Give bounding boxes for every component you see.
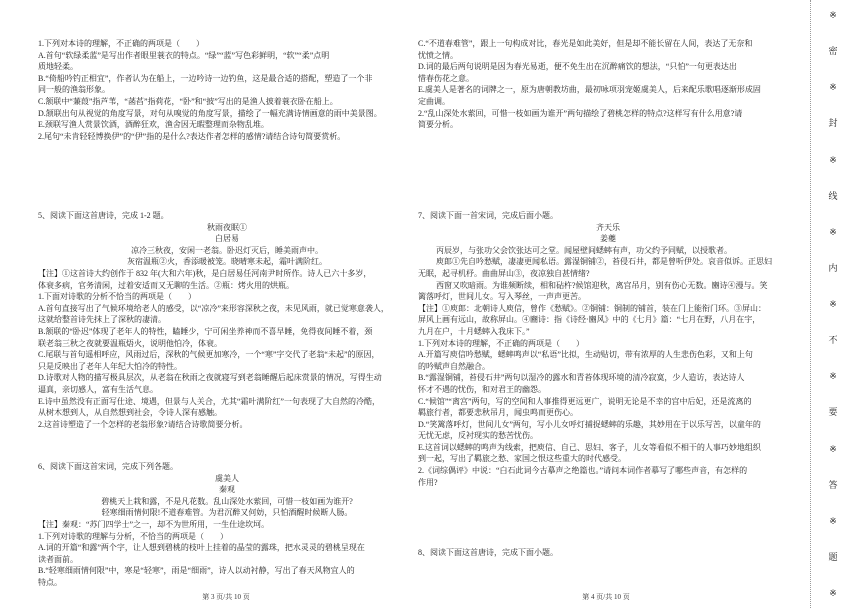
question-stem: 作用? [418, 477, 438, 487]
option-d-line: D.词的最后两句说明是因为春光易逝，便不免生出在沉醉痛饮的想法，“只怕”一句更表达出 [418, 62, 737, 72]
option-b-line: 怀才不遇的忧伤，和对君王的幽怨。 [418, 384, 546, 394]
option-c-line: C.尾联与首句遥相呼应，风雨过后，深秋的气候更加寒冷，一个“寒”字交代了老翁“未起”的原因， [38, 350, 380, 360]
option-d-line: D.“笑篱落呼灯，世间儿女”两句，写小儿女呼灯捕捉蟋蟀的乐趣，其妙用在于以乐写苦，以童年的 [418, 419, 761, 429]
annotation-line: 【注】①庾郎：北朝诗人庾信，曾作《愁赋》。②铜铺：铜制的铺首，装在门上能衔门环。③屏山： [418, 303, 766, 313]
option-e-line: 定曲调。 [418, 96, 450, 106]
option-c-line: 忧愤之情。 [418, 50, 458, 60]
binding-margin-char: ※ [829, 82, 837, 93]
question-stem: 1.下列对本诗的理解，不正确的两项是（ ） [38, 39, 204, 48]
binding-margin-char: 答 [828, 479, 838, 490]
option-a-line: A.首句“软绿柔蓝”是写出作者眼里蓑衣的特点。“绿”“蓝”写色彩鲜明，“软”“柔”点明 [38, 50, 330, 60]
binding-margin-char: 不 [828, 335, 838, 346]
option-c-line: C.颔联中“蒹葭”指芦苇，“菡萏”指荷花，“卧”和“披”写出的是渔人披着蓑衣卧在船上。 [38, 96, 338, 106]
option-b-line: 同一般的渔翁形象。 [38, 85, 110, 95]
poem-line: 篱落呼灯，世间儿女。写入琴丝，一声声更苦。 [418, 292, 586, 302]
binding-margin [822, 10, 844, 598]
poem-line: 西窗又吹暗雨。为谁频断续，相和砧杵?候馆迎秋，离宫吊月，别有伤心无数。豳诗④漫与。笑 [436, 280, 768, 290]
option-b-line: 联老翁三秋之夜就要温瓶焐火，说明他怕冷，体衰。 [38, 338, 222, 348]
option-a-line: 这就给整首诗先抹上了深秋的凄清。 [38, 315, 166, 325]
question-heading: 5、阅读下面这首唐诗，完成 1-2 题。 [38, 211, 169, 220]
option-a-line: A.首句直接写出了气候环境给老人的感受，以“凉冷”来形容深秋之夜，未见风雨，就已觉寒意袭人， [38, 303, 389, 313]
option-c-line: C.“候馆”“离宫”两句，写的空间和人事推得更远更广，说明无论是不幸的宫中后妃，还是流离的 [418, 396, 752, 406]
question-4-continued [38, 38, 416, 142]
binding-margin-char: 要 [828, 407, 838, 418]
binding-margin-char: ※ [829, 443, 837, 454]
option-b-line: B.“轻寒细雨情何限”中，寒是“轻寒”，雨是“细雨”，诗人以动衬静，写出了春天风物宜人的 [38, 566, 355, 576]
annotation-line: 九月在户，十月蟋蟀入我床下。” [418, 326, 530, 336]
option-e-line: E.这首词以蟋蟀的鸣声为线索，把庾信、自己、思妇、客子，儿女等看似不相干的人事巧妙地组织 [418, 442, 761, 452]
poem-title: 齐天乐 [596, 222, 620, 232]
option-d-line: 惜春伤花之意。 [418, 73, 474, 83]
annotation-line: 【注】①这首诗大约创作于 832 年(大和六年)秋，是白居易任河南尹时所作。诗人已六十多岁， [38, 268, 372, 278]
question-6-continued [418, 38, 798, 131]
question-heading: 8、阅读下面这首唐诗，完成下面小题。 [418, 548, 558, 557]
poem-author: 秦观 [219, 485, 235, 495]
option-a-line: 读者面前。 [38, 554, 78, 564]
option-d-line: 无忧无虑，反衬现实的愁苦忧伤。 [418, 431, 538, 441]
question-heading: 7、阅读下面一首宋词，完成后面小题。 [418, 211, 558, 220]
question-stem: 1.下面对诗歌的分析不恰当的两项是（ ） [38, 292, 196, 302]
poem-line: 无眠，起寻机杼。曲曲屏山③，夜凉独自甚情绪? [418, 268, 590, 278]
poem-line: 灰宿温瓶②火，香添暖被笼。晓晴寒未起，霜叶满阶红。 [127, 257, 327, 267]
option-d-line: 逼真，亲切感人，富有生活气息。 [38, 384, 158, 394]
option-a-line: A.词的开篇“和露”两个字，让人想到碧桃的枝叶上挂着的晶莹的露珠，把水灵灵的碧桃呈现在 [38, 543, 365, 553]
binding-margin-char: ※ [829, 226, 837, 237]
option-b-line: B.颔联的“卧迟”体现了老年人的特性，瞌睡少，宁可闲坐养神而不喜早睡，免得夜间睡不着，颈 [38, 326, 373, 336]
annotation-line: 屏风上画有远山，故称屏山。④豳诗：指《诗经·豳风》中的《七月》篇：“七月在野，八月在宇， [418, 315, 761, 325]
binding-margin-char: ※ [829, 154, 837, 165]
poem-line: 轻寒细雨情何限!不道春难管。为君沉醉又何妨，只怕酒醒时候断人肠。 [101, 508, 353, 518]
binding-margin-char: ※ [829, 515, 837, 526]
option-b-line: B.“露湿铜铺，苔侵石井”两句以湿冷的露水和青苔体现环境的清冷寂寞，少人造访，表达诗人 [418, 373, 745, 383]
option-c-line: C.“不道春难管”，跟上一句构成对比，春光是如此美好，但是却不能长留在人间，表达了无奈和 [418, 39, 753, 48]
option-e-line: E.虞美人是著名的词牌之一，原为唐朝教坊曲，最初咏项羽宠姬虞美人，后来配乐歌唱逐渐形成固 [418, 85, 761, 95]
binding-margin-char: ※ [829, 588, 837, 598]
option-e-line: 从树木想到人，从自然想到社会，令诗人深有感触。 [38, 408, 222, 418]
poem-preface: 丙辰岁，与张功父会饮张达可之堂。闻屋壁间蟋蟀有声，功父约予同赋，以授歌者。 [436, 245, 732, 255]
option-e-line: E.颈联写渔人赏景饮酒，酒醉狂欢，渔舍因无暇整理而杂物乱堆。 [38, 120, 269, 130]
option-b-line: B.“倚船吟钓正相宜”，作者认为在船上，一边吟诗一边钓鱼，这是最合适的搭配，塑造了一个非 [38, 73, 373, 83]
option-a-line: 质地轻柔。 [38, 62, 78, 72]
question-8 [418, 547, 798, 559]
page-footer: 第 4 页/共 10 页 [582, 593, 630, 601]
question-stem: 1.下列对诗歌的理解与分析，不恰当的两项是（ ） [38, 531, 228, 541]
option-e-line: 到一起，写出了羁旅之愁、家国之恨这些重大的时代感受。 [418, 454, 626, 464]
question-stem: 2.尾句“未肯轻轻博换伊”的“伊”指的是什么?表达作者怎样的感情?请结合诗句简要赏析。 [38, 131, 346, 141]
question-5 [38, 210, 416, 430]
question-stem: 简要分析。 [418, 120, 458, 130]
question-heading: 6、阅读下面这首宋词，完成下列各题。 [38, 462, 178, 471]
question-stem: 1.下列对本诗的理解，不正确的两项是（ ） [418, 338, 584, 348]
poem-title: 秋雨夜眠① [207, 222, 247, 232]
binding-margin-char: 题 [828, 551, 838, 562]
option-d-line: D.诗歌对人物的描写极具层次，从老翁在秋雨之夜就寝写到老翁睡醒后起床赏景的情况，写得生动 [38, 373, 382, 383]
question-stem: 2.《词综偶评》中说：“白石此词今古摹声之绝篇也。”请问本词作者摹写了哪些声音，有怎样的 [418, 466, 748, 476]
binding-margin-char: 密 [828, 46, 838, 57]
question-stem: 2.“乱山深处水萦回，可惜一枝如画为谁开”两句描绘了碧桃怎样的特点?这样写有什么用意?请 [418, 108, 743, 118]
binding-margin-char: 内 [828, 262, 838, 273]
question-6 [38, 461, 416, 589]
question-7 [418, 210, 798, 488]
poem-title: 虞美人 [215, 473, 239, 483]
annotation-line: 【注】秦观：“苏门四学士”之一，却不为世所用，一生仕途坎坷。 [38, 519, 270, 529]
binding-margin-char: ※ [829, 299, 837, 309]
binding-margin-char: ※ [829, 10, 837, 20]
option-e-line: E.诗中虽然没有正面写仕途、境遇，但景与人关合，尤其“霜叶满阶红”一句表现了大自然的冷酷， [38, 396, 380, 406]
poem-author: 白居易 [215, 234, 239, 244]
binding-margin-char: ※ [829, 371, 837, 382]
option-d-line: D.颔联出句从视觉的角度写景，对句从嗅觉的角度写景，描绘了一幅充满诗情画意的雨中美景图。 [38, 108, 382, 118]
option-a-line: A.开篇写庾信吟愁赋，蟋蟀鸣声以“私语”比拟，生动贴切，带有浓厚的人生悲伤色彩，又和上句 [418, 350, 753, 360]
binding-margin-char: 线 [828, 190, 838, 201]
option-a-line: 的吟赋声自然融合。 [418, 361, 490, 371]
option-c-line: 只是反映出了老年人年纪大怕冷的特性。 [38, 361, 182, 371]
question-stem: 2.这首诗塑造了一个怎样的老翁形象?请结合诗歌简要分析。 [38, 419, 248, 429]
poem-line: 碧桃天上栽和露，不是凡花数。乱山深处水萦回，可惜一枝如画为谁开? [101, 496, 353, 506]
option-b-line: 特点。 [38, 577, 62, 587]
option-c-line: 羁旅行者，都要悲秋吊月，闻虫鸣而更伤心。 [418, 408, 578, 418]
annotation-line: 体衰多病，官务清闲，过着安适而又无聊的生活。②瓶：烤火用的烘瓶。 [38, 280, 294, 290]
poem-author: 姜夔 [600, 234, 616, 244]
binding-margin-char: 封 [828, 118, 838, 129]
page-footer: 第 3 页/共 10 页 [202, 593, 250, 601]
binding-line [810, 0, 811, 608]
poem-line: 庾郎①先自吟愁赋，凄凄更闻私语。露湿铜铺②，苔侵石井，都是曾听伊处。哀音似诉。正思妇 [436, 257, 772, 267]
poem-line: 凉冷三秋夜，安闲一老翁。卧迟灯灭后，睡美雨声中。 [131, 245, 323, 255]
